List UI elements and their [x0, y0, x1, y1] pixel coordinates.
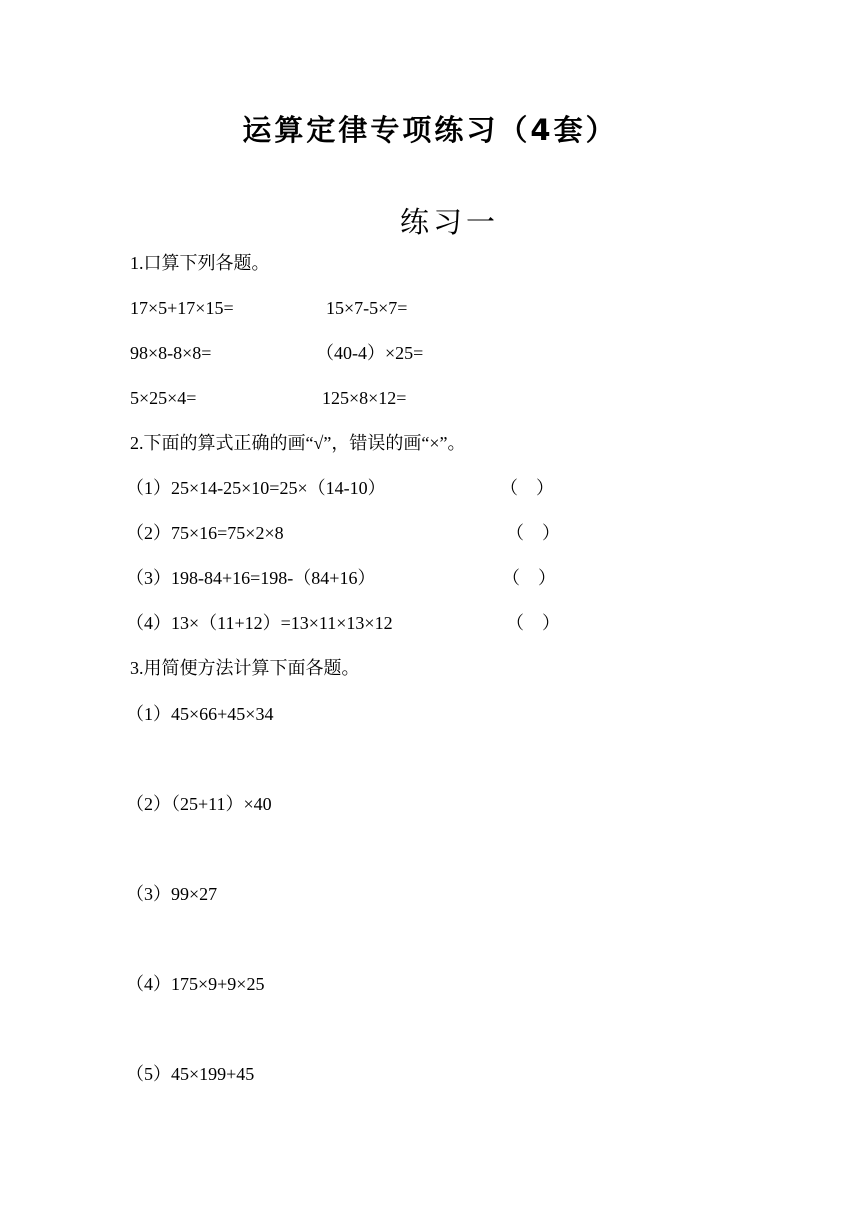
judge-answer-blank-2[interactable]: （ ） [506, 523, 560, 543]
section1-heading: 1.口算下列各题。 [130, 253, 270, 273]
simplify-item-2: （2）（25+11）×40 [126, 794, 272, 814]
oral-problem-5: 5×25×4= [130, 388, 197, 408]
simplify-item-5: （5）45×199+45 [126, 1064, 255, 1084]
simplify-item-4: （4）175×9+9×25 [126, 974, 265, 994]
simplify-item-1: （1）45×66+45×34 [126, 704, 274, 724]
document-title: 运算定律专项练习（4套） [242, 113, 618, 147]
exercise-subtitle: 练习一 [400, 205, 500, 239]
section3-heading: 3.用简便方法计算下面各题。 [130, 658, 360, 678]
oral-problem-4: （40-4）×25= [316, 343, 424, 363]
simplify-item-3: （3）99×27 [126, 884, 218, 904]
section2-heading: 2.下面的算式正确的画“√”，错误的画“×”。 [130, 433, 466, 453]
judge-answer-blank-4[interactable]: （ ） [506, 613, 560, 633]
oral-problem-3: 98×8-8×8= [130, 343, 212, 363]
oral-problem-6: 125×8×12= [322, 388, 407, 408]
judge-answer-blank-3[interactable]: （ ） [502, 568, 556, 588]
oral-problem-2: 15×7-5×7= [326, 298, 408, 318]
judge-item-1: （1）25×14-25×10=25×（14-10） [126, 478, 386, 498]
judge-item-3: （3）198-84+16=198-（84+16） [126, 568, 376, 588]
judge-answer-blank-1[interactable]: （ ） [500, 478, 554, 498]
oral-problem-1: 17×5+17×15= [130, 298, 234, 318]
judge-item-4: （4）13×（11+12）=13×11×13×12 [126, 613, 393, 633]
judge-item-2: （2）75×16=75×2×8 [126, 523, 284, 543]
